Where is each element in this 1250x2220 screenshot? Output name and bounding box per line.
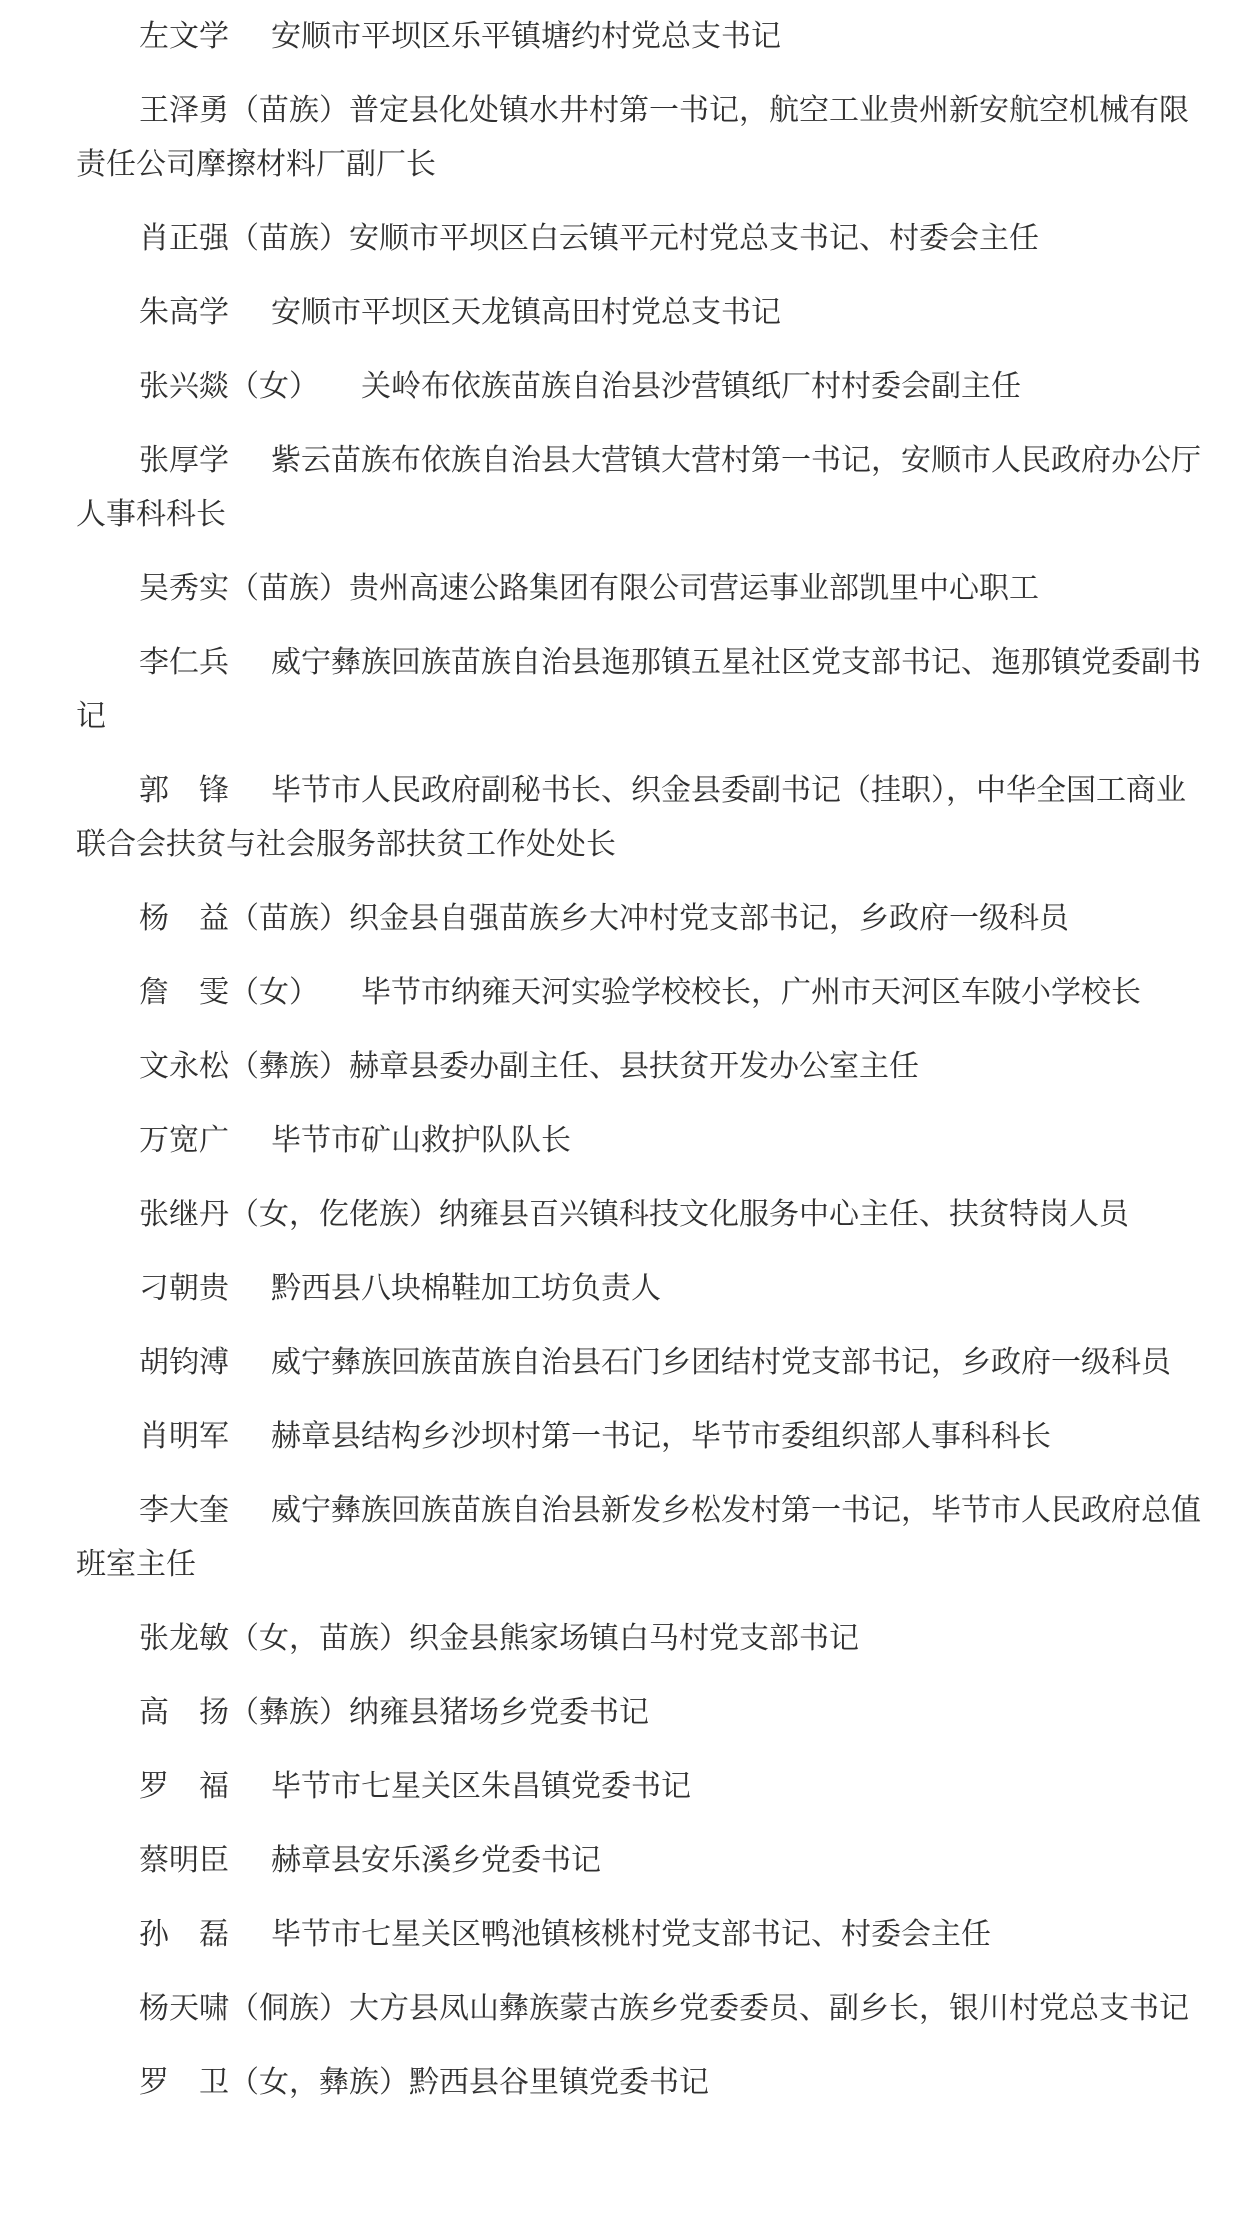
person-title: 赫章县结构乡沙坝村第一书记，毕节市委组织部人事科科长 <box>271 1419 1051 1454</box>
person-name: 李仁兵 <box>139 645 229 680</box>
list-item <box>76 212 1210 266</box>
person-name: 詹 雯（女） <box>139 975 319 1010</box>
list-item <box>76 966 1210 1020</box>
person-name: 张兴燚（女） <box>139 369 319 404</box>
person-name: 杨 益（苗族） <box>139 901 349 936</box>
list-item <box>76 1114 1210 1168</box>
person-name: 孙 磊 <box>139 1917 229 1952</box>
person-name: 吴秀实（苗族） <box>139 571 349 606</box>
list-item <box>76 10 1210 64</box>
person-name: 刁朝贵 <box>139 1271 229 1306</box>
person-title: 普定县化处镇水井村第一书记，航空工业贵州新安航空机械有限责任公司摩擦材料厂副厂长 <box>76 93 1189 182</box>
person-title: 纳雍县百兴镇科技文化服务中心主任、扶贫特岗人员 <box>439 1197 1129 1232</box>
person-title: 毕节市人民政府副秘书长、织金县委副书记（挂职），中华全国工商业联合会扶贫与社会服务部扶贫工作处处长 <box>76 773 1186 862</box>
person-name: 肖正强（苗族） <box>139 221 349 256</box>
list-item <box>76 1188 1210 1242</box>
person-name: 朱高学 <box>139 295 229 330</box>
person-title: 赫章县安乐溪乡党委书记 <box>271 1843 601 1878</box>
person-title: 大方县凤山彝族蒙古族乡党委委员、副乡长，银川村党总支书记 <box>349 1991 1189 2026</box>
person-name: 高 扬（彝族） <box>139 1695 349 1730</box>
person-name: 文永松（彝族） <box>139 1049 349 1084</box>
person-name: 罗 福 <box>139 1769 229 1804</box>
person-name: 张继丹（女，仡佬族） <box>139 1197 439 1232</box>
person-name: 万宽广 <box>139 1123 229 1158</box>
person-name: 胡钧溥 <box>139 1345 229 1380</box>
list-item <box>76 1908 1210 1962</box>
person-title: 毕节市纳雍天河实验学校校长，广州市天河区车陂小学校长 <box>361 975 1141 1010</box>
person-title: 紫云苗族布依族自治县大营镇大营村第一书记，安顺市人民政府办公厅人事科科长 <box>76 443 1201 532</box>
list-item <box>76 562 1210 616</box>
person-title: 毕节市七星关区鸭池镇核桃村党支部书记、村委会主任 <box>271 1917 991 1952</box>
list-item <box>76 1982 1210 2036</box>
person-title: 黔西县谷里镇党委书记 <box>409 2065 709 2100</box>
person-title: 黔西县八块棉鞋加工坊负责人 <box>271 1271 661 1306</box>
person-title: 贵州高速公路集团有限公司营运事业部凯里中心职工 <box>349 571 1039 606</box>
person-title: 织金县熊家场镇白马村党支部书记 <box>409 1621 859 1656</box>
person-title: 织金县自强苗族乡大冲村党支部书记，乡政府一级科员 <box>349 901 1069 936</box>
person-title: 安顺市平坝区白云镇平元村党总支书记、村委会主任 <box>349 221 1039 256</box>
list-item <box>76 1686 1210 1740</box>
list-item <box>76 1484 1210 1592</box>
person-name: 张龙敏（女，苗族） <box>139 1621 409 1656</box>
person-title: 关岭布依族苗族自治县沙营镇纸厂村村委会副主任 <box>361 369 1021 404</box>
person-title: 安顺市平坝区天龙镇高田村党总支书记 <box>271 295 781 330</box>
list-item <box>76 892 1210 946</box>
person-title: 赫章县委办副主任、县扶贫开发办公室主任 <box>349 1049 919 1084</box>
person-title: 毕节市矿山救护队队长 <box>271 1123 571 1158</box>
list-item <box>76 1336 1210 1390</box>
person-title: 毕节市七星关区朱昌镇党委书记 <box>271 1769 691 1804</box>
list-item <box>76 1262 1210 1316</box>
person-title: 威宁彝族回族苗族自治县石门乡团结村党支部书记，乡政府一级科员 <box>271 1345 1171 1380</box>
person-name: 张厚学 <box>139 443 229 478</box>
list-item <box>76 434 1210 542</box>
person-title: 威宁彝族回族苗族自治县迤那镇五星社区党支部书记、迤那镇党委副书记 <box>76 645 1201 734</box>
list-item <box>76 286 1210 340</box>
person-name: 蔡明臣 <box>139 1843 229 1878</box>
list-item <box>76 360 1210 414</box>
list-item <box>76 636 1210 744</box>
person-name: 李大奎 <box>139 1493 229 1528</box>
person-name: 王泽勇（苗族） <box>139 93 349 128</box>
person-name: 左文学 <box>139 19 229 54</box>
person-name: 罗 卫（女，彝族） <box>139 2065 409 2100</box>
list-item <box>76 1410 1210 1464</box>
list-item <box>76 84 1210 192</box>
list-item <box>76 1040 1210 1094</box>
person-title: 纳雍县猪场乡党委书记 <box>349 1695 649 1730</box>
list-item <box>76 2056 1210 2110</box>
list-item <box>76 1612 1210 1666</box>
list-item <box>76 1834 1210 1888</box>
person-name: 肖明军 <box>139 1419 229 1454</box>
person-name: 杨天啸（侗族） <box>139 1991 349 2026</box>
person-name: 郭 锋 <box>139 773 229 808</box>
person-title: 安顺市平坝区乐平镇塘约村党总支书记 <box>271 19 781 54</box>
list-item <box>76 764 1210 872</box>
person-title: 威宁彝族回族苗族自治县新发乡松发村第一书记，毕节市人民政府总值班室主任 <box>76 1493 1201 1582</box>
list-item <box>76 1760 1210 1814</box>
